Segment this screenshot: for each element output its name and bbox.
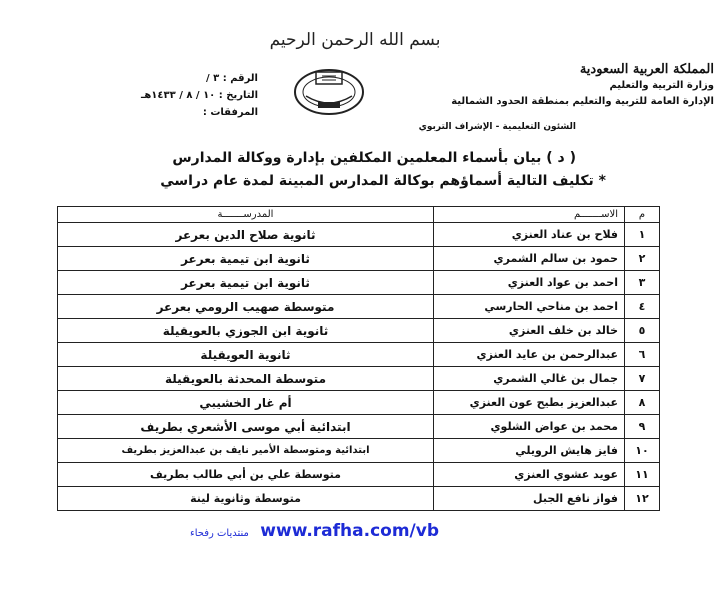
school-name: متوسطة صهيب الرومي بعرعر	[58, 295, 434, 319]
table-row	[58, 487, 660, 511]
teacher-name: فواز نافع الجبل	[434, 487, 625, 511]
header-number: م	[625, 207, 660, 223]
teacher-name: خالد بن خلف العنزي	[434, 319, 625, 343]
table-row	[58, 319, 660, 343]
table-header-row	[58, 207, 660, 223]
assignments-table	[57, 206, 660, 511]
row-number: ٢	[625, 247, 660, 271]
table-row	[58, 343, 660, 367]
ministry-emblem-icon	[292, 62, 366, 120]
row-number: ٧	[625, 367, 660, 391]
row-number: ٦	[625, 343, 660, 367]
teacher-name: جمال بن غالي الشمري	[434, 367, 625, 391]
document-title: ( د ) بيان بأسماء المعلمين المكلفين بإدارة ووكالة المدارس	[172, 150, 576, 166]
teacher-name: فايز هايش الرويلي	[434, 439, 625, 463]
school-name: متوسطة المحدثة بالعويقيلة	[58, 367, 434, 391]
table-row	[58, 439, 660, 463]
school-name: متوسطة وثانوية لينة	[58, 487, 434, 511]
teacher-name: عبدالرحمن بن عايد العنزي	[434, 343, 625, 367]
watermark	[190, 521, 439, 541]
kingdom-name: المملكة العربية السعودية	[579, 62, 714, 77]
teacher-name: عبدالعزيز بطيح عون العنزي	[434, 391, 625, 415]
table-row	[58, 271, 660, 295]
ministry-name: وزارة التربية والتعليم	[609, 80, 714, 91]
row-number: ١١	[625, 463, 660, 487]
school-name: ثانوية العويقيلة	[58, 343, 434, 367]
basmala: بسم الله الرحمن الرحيم	[269, 30, 441, 50]
letterhead-left	[98, 70, 258, 121]
school-name: ثانوية ابن تيمية بعرعر	[58, 247, 434, 271]
department-line: الشئون التعليمية - الإشراف التربوي	[418, 122, 576, 132]
row-number: ١٢	[625, 487, 660, 511]
table-row	[58, 415, 660, 439]
teacher-name: محمد بن عواض الشلوي	[434, 415, 625, 439]
school-name: ثانوية ابن تيمية بعرعر	[58, 271, 434, 295]
teacher-name: احمد بن مناحي الحارسي	[434, 295, 625, 319]
row-number: ١٠	[625, 439, 660, 463]
directorate-name: الإدارة العامة للتربية والتعليم بمنطقة الحدود الشمالية	[451, 96, 714, 107]
row-number: ٤	[625, 295, 660, 319]
attachments-label: المرفقات :	[202, 107, 258, 118]
table-row	[58, 391, 660, 415]
school-name: ثانوية صلاح الدين بعرعر	[58, 223, 434, 247]
row-number: ٣	[625, 271, 660, 295]
school-name: أم غار الخشيبي	[58, 391, 434, 415]
watermark-url: www.rafha.com/vb	[260, 521, 439, 541]
row-number: ٩	[625, 415, 660, 439]
teacher-name: حمود بن سالم الشمري	[434, 247, 625, 271]
reference-number: الرقم : ٣ /	[205, 73, 258, 84]
row-number: ٨	[625, 391, 660, 415]
table-row	[58, 295, 660, 319]
school-name: ابتدائية ومتوسطة الأمير نايف بن عبدالعزيز بطريف	[58, 439, 434, 463]
table-row	[58, 367, 660, 391]
document-subtitle: * تكليف التالية أسماؤهم بوكالة المدارس المبينة لمدة عام دراسي	[160, 173, 606, 189]
letterhead-right	[434, 62, 714, 110]
school-name: متوسطة علي بن أبي طالب بطريف	[58, 463, 434, 487]
watermark-forum-name: منتديات رفحاء	[190, 528, 249, 539]
row-number: ٥	[625, 319, 660, 343]
table-row	[58, 463, 660, 487]
school-name: ابتدائية أبي موسى الأشعري بطريف	[58, 415, 434, 439]
letter-date: التاريخ : ١٠ / ٨ / ١٤٣٣هـ	[140, 90, 258, 101]
teacher-name: فلاح بن عناد العنزي	[434, 223, 625, 247]
row-number: ١	[625, 223, 660, 247]
table-row	[58, 247, 660, 271]
header-school: المدرســـــــة	[58, 207, 434, 223]
school-name: ثانوية ابن الجوزي بالعويقيلة	[58, 319, 434, 343]
header-name: الاســـــــم	[434, 207, 625, 223]
teacher-name: احمد بن عواد العنزي	[434, 271, 625, 295]
table-row	[58, 223, 660, 247]
teacher-name: عويد عشوي العنزي	[434, 463, 625, 487]
